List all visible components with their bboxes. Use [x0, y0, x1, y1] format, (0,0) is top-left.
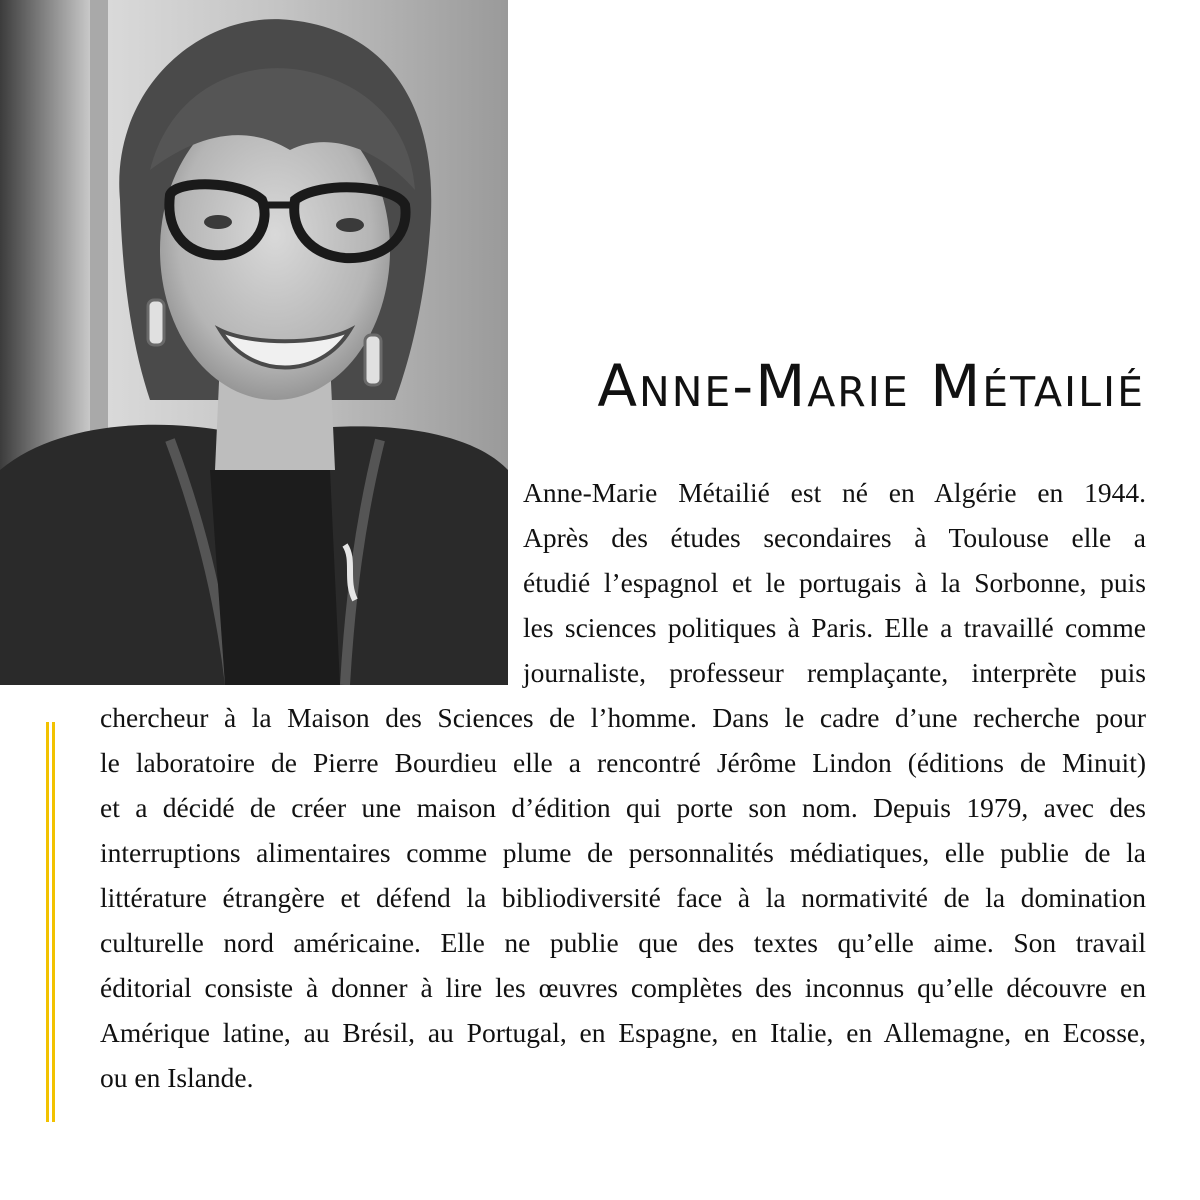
bio-line: Anne-Marie Métailié est né en Algérie en 1944.	[523, 477, 1146, 508]
accent-bar	[46, 722, 56, 1122]
biography-text	[100, 470, 1146, 1100]
bio-line: les sciences politiques à Paris. Elle a travaillé comme	[523, 612, 1146, 643]
bio-line: culturelle nord américaine. Elle ne publie que des textes qu’elle aime. Son travail	[100, 927, 1146, 958]
bio-line: et a décidé de créer une maison d’édition qui porte son nom. Depuis 1979, avec des	[100, 792, 1146, 823]
bio-line: Après des études secondaires à Toulouse elle a	[523, 522, 1146, 553]
accent-bar-line-left	[46, 722, 49, 1122]
bio-line: ou en Islande.	[100, 1062, 254, 1093]
bio-line: le laboratoire de Pierre Bourdieu elle a rencontré Jérôme Lindon (éditions de Minuit)	[100, 747, 1146, 778]
bio-line: interruptions alimentaires comme plume de personnalités médiatiques, elle publie de la	[100, 837, 1146, 868]
bio-line: étudié l’espagnol et le portugais à la Sorbonne, puis	[523, 567, 1146, 598]
accent-bar-line-right	[52, 722, 55, 1122]
bio-line: littérature étrangère et défend la bibliodiversité face à la normativité de la domination	[100, 882, 1146, 913]
bio-line: Amérique latine, au Brésil, au Portugal, en Espagne, en Italie, en Allemagne, en Ecosse,	[100, 1017, 1146, 1048]
bio-line: chercheur à la Maison des Sciences de l’homme. Dans le cadre d’une recherche pour	[100, 702, 1146, 733]
bio-line: journaliste, professeur remplaçante, interprète puis	[523, 657, 1146, 688]
page-title: Anne-Marie Métailié	[597, 352, 1145, 420]
bio-line: éditorial consiste à donner à lire les œuvres complètes des inconnus qu’elle découvre en	[100, 972, 1146, 1003]
